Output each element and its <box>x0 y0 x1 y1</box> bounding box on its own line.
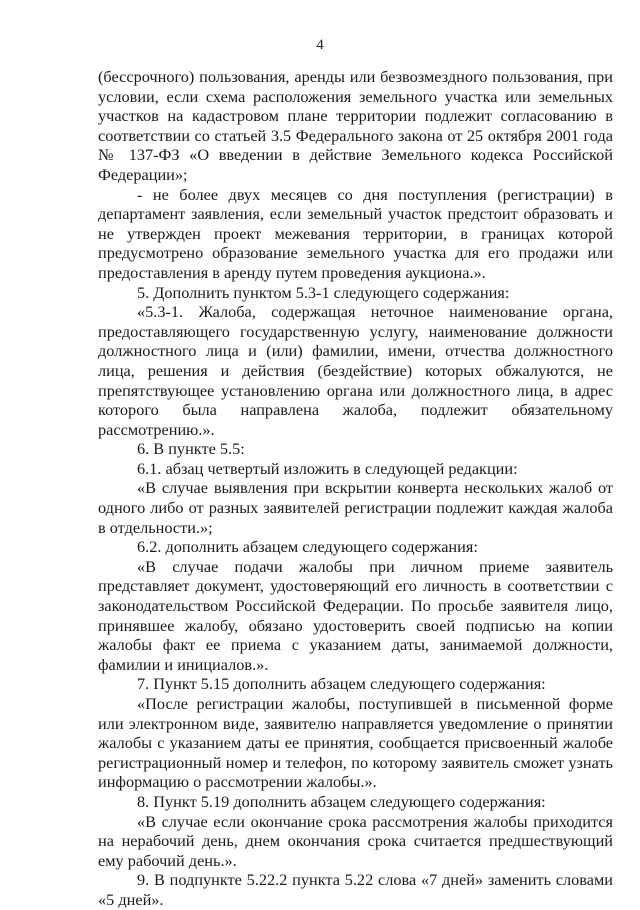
item-6-2-text: «В случае подачи жалобы при личном приеме заявитель представляет документ, удостоверяющий его личность в соответствии с законодательством Российской Федерации. По просьбе заявителя лицо, принявшее жалобу, обязано удостоверить своей подписью на копии жалобы факт ее приема с указанием даты, занимаемой должности, фамилии и инициалов.». <box>98 556 613 674</box>
item-8-heading: 8. Пункт 5.19 дополнить абзацем следующего содержания: <box>137 791 546 811</box>
item-8-text: «В случае если окончание срока рассмотрения жалобы приходится на нерабочий день, днем окончания срока считается предшествующий ему рабочий день.». <box>98 811 613 870</box>
page-number: 4 <box>316 37 324 53</box>
paragraph-continuation: (бессрочного) пользования, аренды или безвозмездного пользования, при условии, если схема расположения земельного участка или земельных участков на кадастровом плане территории подлежит согласованию в соответствии со статьей 3.5 Федерального закона от 25 октября 2001 года № 137-ФЗ «О введении в действие Земельного кодекса Российской Федерации»; <box>98 67 613 184</box>
item-6-1-heading: 6.1. абзац четвертый изложить в следующей редакции: <box>137 458 518 478</box>
document-body <box>98 67 613 910</box>
item-6-2-heading: 6.2. дополнить абзацем следующего содержания: <box>137 537 478 557</box>
item-6-heading: 6. В пункте 5.5: <box>137 439 245 459</box>
item-7-heading: 7. Пункт 5.15 дополнить абзацем следующего содержания: <box>137 674 546 694</box>
paragraph-two-months: - не более двух месяцев со дня поступления (регистрации) в департамент заявления, если земельный участок предстоит образовать и не утвержден проект межевания территории, в границах которой предусмотрено образование земельного участка для его продажи или предоставления в аренду путем проведения аукциона.». <box>98 184 613 282</box>
item-7-text: «После регистрации жалобы, поступившей в письменной форме или электронном виде, заявителю направляется уведомление о принятии жалобы с указанием даты ее принятия, сообщается присвоенный жалобе регистрационный номер и телефон, по которому заявитель сможет узнать информацию о рассмотрении жалобы.». <box>98 694 613 792</box>
item-5-heading: 5. Дополнить пунктом 5.3-1 следующего содержания: <box>137 282 510 302</box>
item-6-1-text: «В случае выявления при вскрытии конверта нескольких жалоб от одного либо от разных заявителей регистрации подлежит каждая жалоба в отдельности.»; <box>98 478 613 537</box>
item-5-3-1-text: «5.3-1. Жалоба, содержащая неточное наименование органа, предоставляющего государственную услугу, наименование должности должностного лица и (или) фамилии, имени, отчества должностного лица, решения и действия (бездействие) которых обжалуются, не препятствующее установлению органа или должностного лица, в адрес которого была направлена жалоба, подлежит обязательному рассмотрению.». <box>98 302 613 439</box>
item-9-text: 9. В подпункте 5.22.2 пункта 5.22 слова «7 дней» заменить словами «5 дней». <box>98 870 613 909</box>
